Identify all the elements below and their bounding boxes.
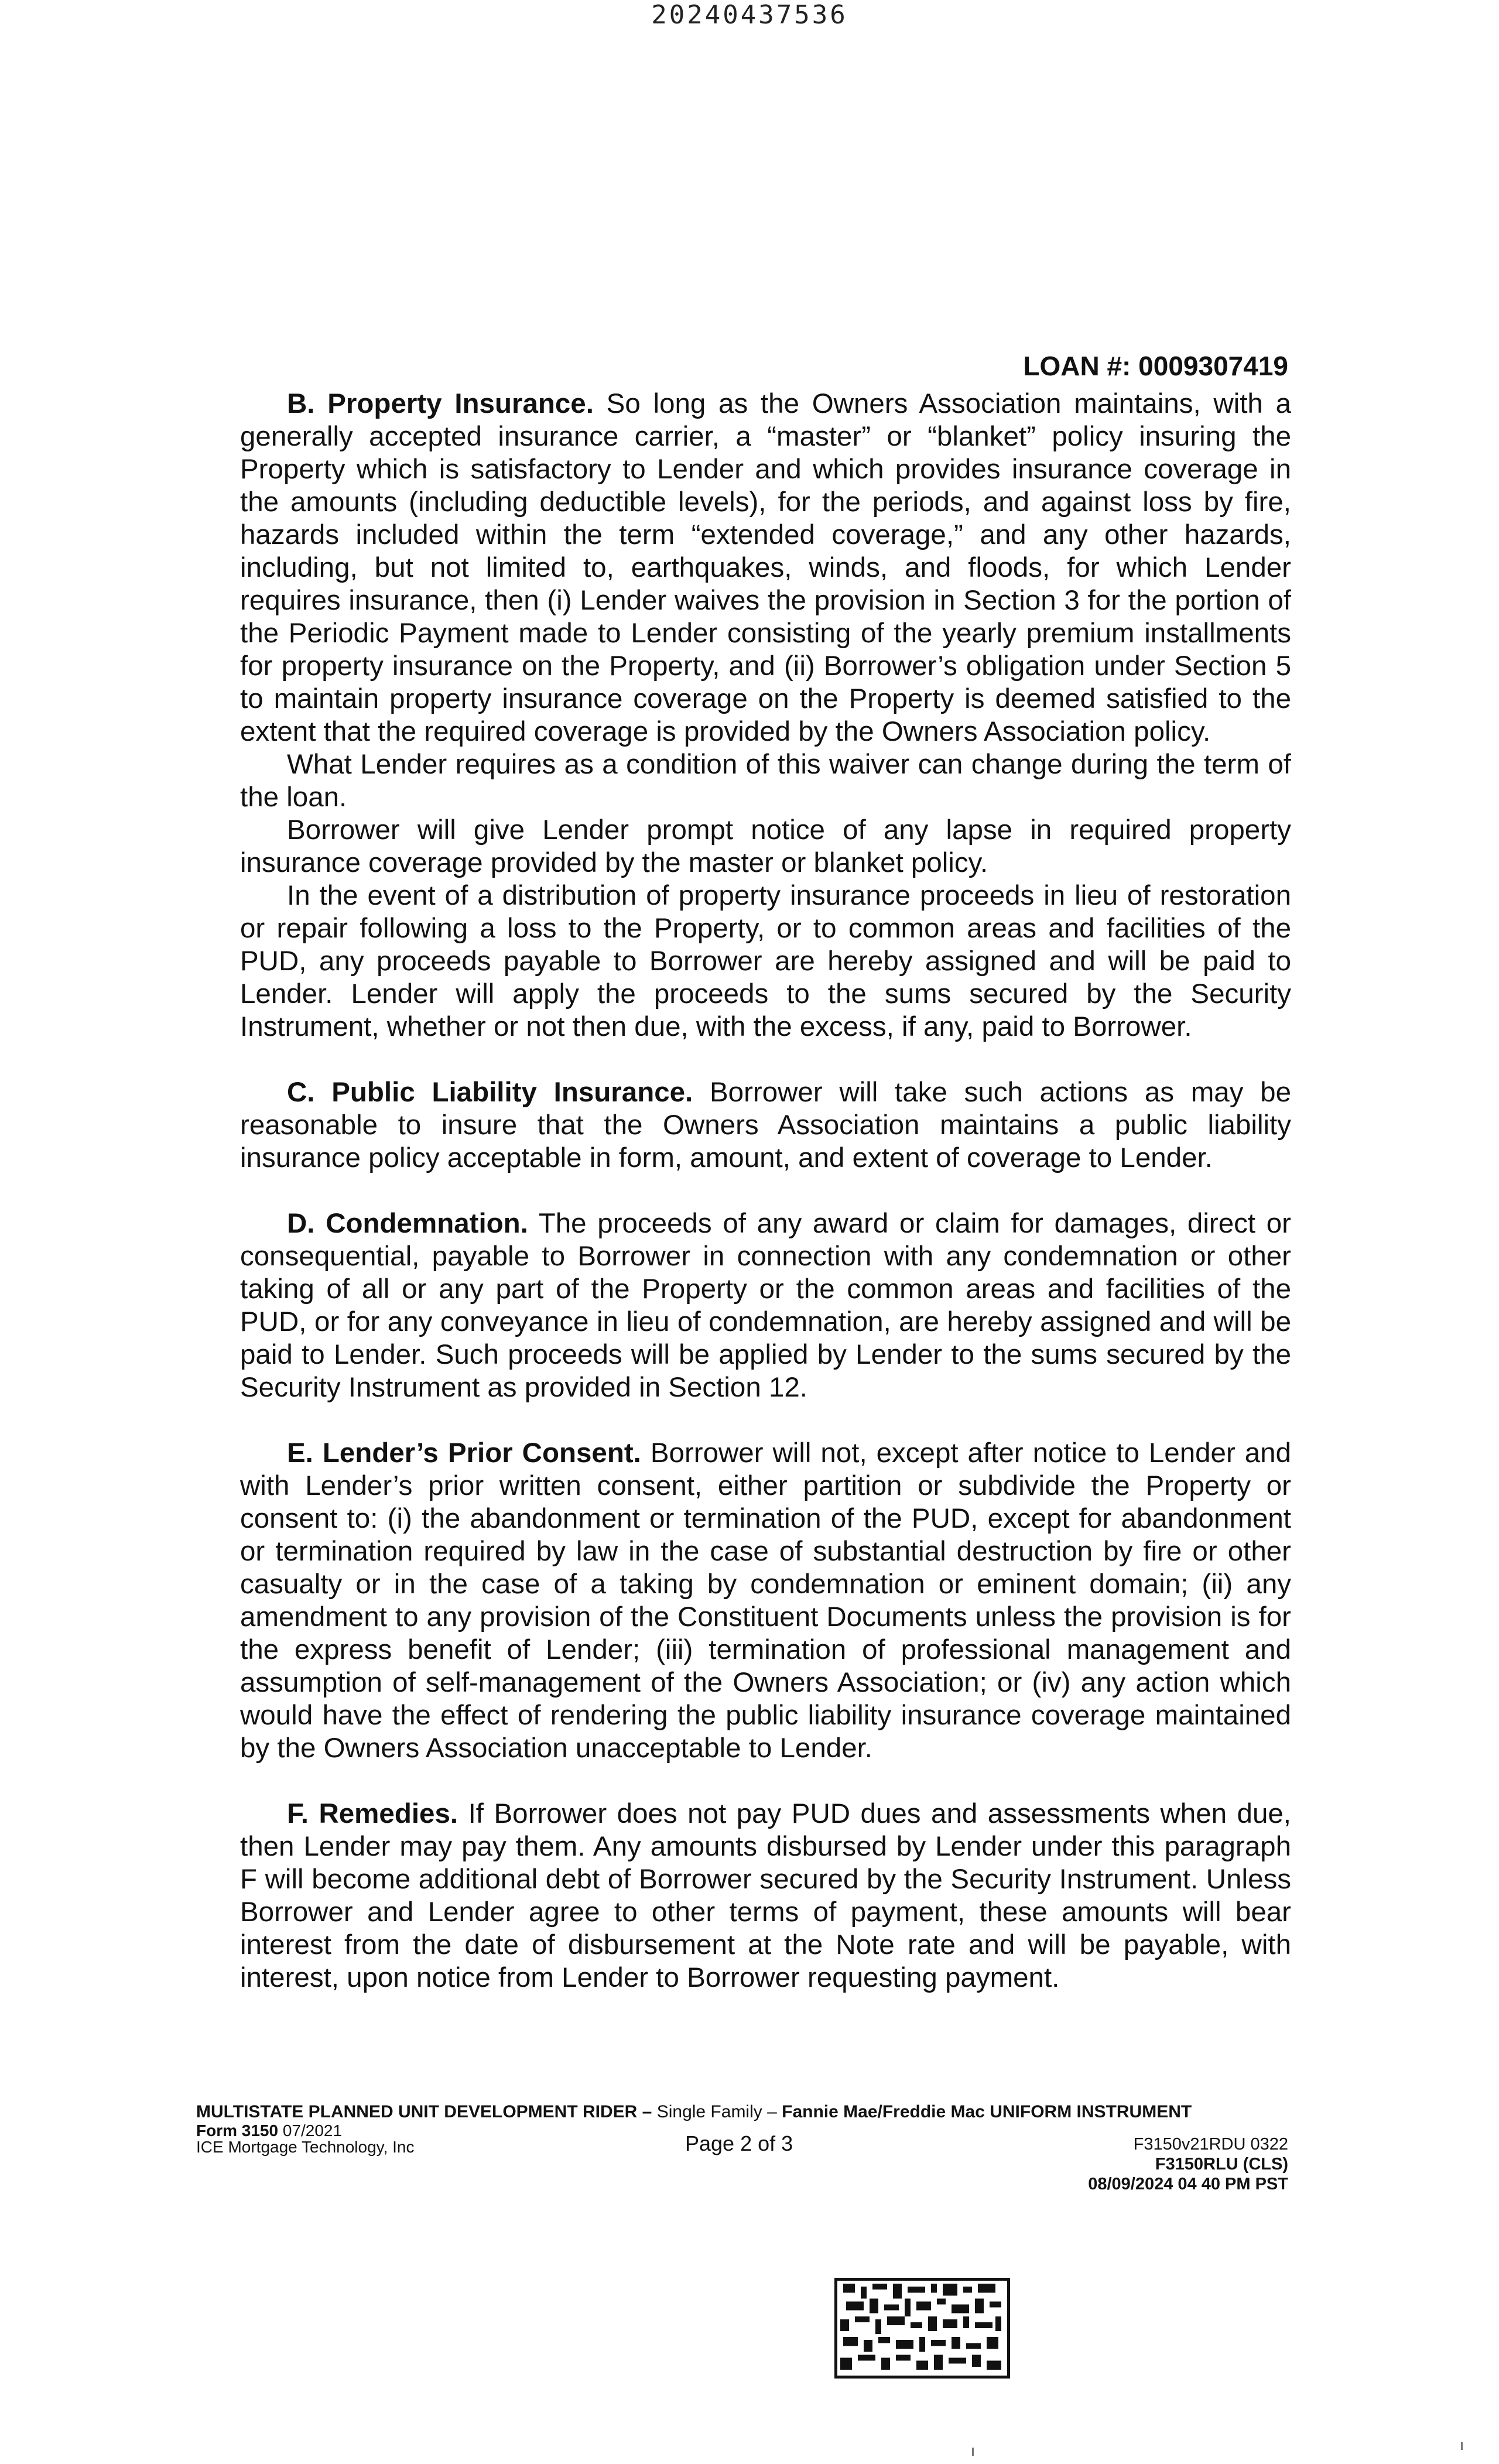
section-d-text: The proceeds of any award or claim for damages, direct or consequential, payable to Borrower in connection with any condemnation or other taking of all or any part of the Property or the common areas and facilities of the PUD, or for any conveyance in lieu of condemnation, are hereby assigned and will be paid to Lender. Such proceeds will be applied by Lender to the sums secured by the Security Instrument as provided in Section 12. bbox=[240, 1208, 1292, 1403]
section-e-letter: E. bbox=[287, 1438, 313, 1469]
section-f-paragraph bbox=[240, 1798, 1291, 1994]
section-d-condemnation bbox=[240, 1207, 1291, 1404]
section-b-property-insurance bbox=[240, 388, 1291, 1043]
section-d-letter: D. bbox=[287, 1208, 315, 1239]
scan-speck bbox=[972, 2448, 974, 2456]
page-number: Page 2 of 3 bbox=[685, 2131, 793, 2155]
document-number: 20240437536 bbox=[651, 0, 848, 30]
footer-title-part-3: Fannie Mae/Freddie Mac UNIFORM INSTRUMENT bbox=[782, 2102, 1192, 2121]
barcode-icon bbox=[834, 2278, 1010, 2379]
section-b-text-1: So long as the Owners Association maintains, with a generally accepted insurance carrier, a “master” or “blanket” policy insuring the Property which is satisfactory to Lender and which provides insurance coverage in the amounts (including deductible levels), for the periods, and against loss by fire, hazards included within the term “extended coverage,” and any other hazards, including, but not limited to, earthquakes, winds, and floods, for which Lender requires insurance, then (i) Lender waives the provision in Section 3 for the portion of the Periodic Payment made to Lender consisting of the yearly premium installments for property insurance on the Property, and (ii) Borrower’s obligation under Section 5 to maintain property insurance coverage on the Property is deemed satisfied to the extent that the required coverage is provided by the Owners Association policy. bbox=[240, 388, 1292, 747]
section-e-paragraph bbox=[240, 1437, 1291, 1765]
section-c-paragraph bbox=[240, 1076, 1291, 1175]
section-c-public-liability bbox=[240, 1076, 1291, 1175]
footer-title-part-1: MULTISTATE PLANNED UNIT DEVELOPMENT RIDER – bbox=[196, 2102, 652, 2121]
section-b-paragraph-2: What Lender requires as a condition of this waiver can change during the term of the loan. bbox=[240, 749, 1291, 813]
section-b-title: Property Insurance. bbox=[327, 388, 594, 419]
loan-number: LOAN #: 0009307419 bbox=[1023, 351, 1288, 381]
footer-form-date: 07/2021 bbox=[282, 2121, 343, 2140]
footer-title-part-2: Single Family – bbox=[656, 2102, 777, 2121]
section-d-paragraph bbox=[240, 1207, 1291, 1404]
section-f-letter: F. bbox=[287, 1798, 309, 1829]
section-f-remedies bbox=[240, 1798, 1291, 1994]
section-c-title: Public Liability Insurance. bbox=[331, 1077, 693, 1108]
section-d-title: Condemnation. bbox=[326, 1208, 528, 1239]
footer-code-2: F3150RLU (CLS) bbox=[1155, 2155, 1288, 2174]
section-e-title: Lender’s Prior Consent. bbox=[322, 1438, 641, 1469]
footer-company: ICE Mortgage Technology, Inc bbox=[196, 2138, 415, 2156]
section-b-paragraph-3: Borrower will give Lender prompt notice of any lapse in required property insurance coverage provided by the master or blanket policy. bbox=[240, 815, 1291, 878]
section-e-prior-consent bbox=[240, 1437, 1291, 1765]
section-f-text: If Borrower does not pay PUD dues and assessments when due, then Lender may pay them. Any amounts disbursed by Lender under this paragraph F will become additional debt of Borrower secured by the Security Instrument. Unless Borrower and Lender agree to other terms of payment, these amounts will bear interest from the date of disbursement at the Note rate and will be payable, with interest, upon notice from Lender to Borrower requesting payment. bbox=[240, 1798, 1291, 1993]
footer-timestamp: 08/09/2024 04 40 PM PST bbox=[1088, 2175, 1288, 2193]
section-c-text: Borrower will take such actions as may be reasonable to insure that the Owners Association maintains a public liability insurance policy acceptable in form, amount, and extent of coverage to Lender. bbox=[240, 1077, 1291, 1173]
footer-form-title bbox=[196, 2102, 1294, 2122]
section-b-paragraph-1 bbox=[240, 388, 1291, 748]
footer-code-1: F3150v21RDU 0322 bbox=[1133, 2135, 1288, 2154]
section-e-text: Borrower will not, except after notice to Lender and with Lender’s prior written consent, either partition or subdivide the Property or consent to: (i) the abandonment or termination of the PUD, except for abandonment or termination required by law in the case of substantial destruction by fire or other casualty or in the case of a taking by condemnation or eminent domain; (ii) any amendment to any provision of the Constituent Documents unless the provision is for the express benefit of Lender; (iii) termination of professional management and assumption of self-management of the Owners Association; or (iv) any action which would have the effect of rendering the public liability insurance coverage maintained by the Owners Association unacceptable to Lender. bbox=[240, 1438, 1292, 1764]
footer-form-line bbox=[196, 2123, 415, 2139]
section-b-letter: B. bbox=[287, 388, 315, 419]
rider-body bbox=[240, 388, 1291, 1994]
scan-speck bbox=[1461, 2442, 1463, 2450]
section-c-letter: C. bbox=[287, 1077, 315, 1108]
footer-form-number: Form 3150 bbox=[196, 2121, 279, 2140]
section-f-title: Remedies. bbox=[319, 1798, 458, 1829]
section-b-paragraph-4: In the event of a distribution of property insurance proceeds in lieu of restoration or repair following a loss to the Property, or to common areas and facilities of the PUD, any proceeds payable to Borrower are hereby assigned and will be paid to Lender. Lender will apply the proceeds to the sums secured by the Security Instrument, whether or not then due, with the excess, if any, paid to Borrower. bbox=[240, 880, 1291, 1042]
footer-form-info bbox=[196, 2123, 415, 2155]
footer-codes bbox=[1088, 2134, 1288, 2194]
